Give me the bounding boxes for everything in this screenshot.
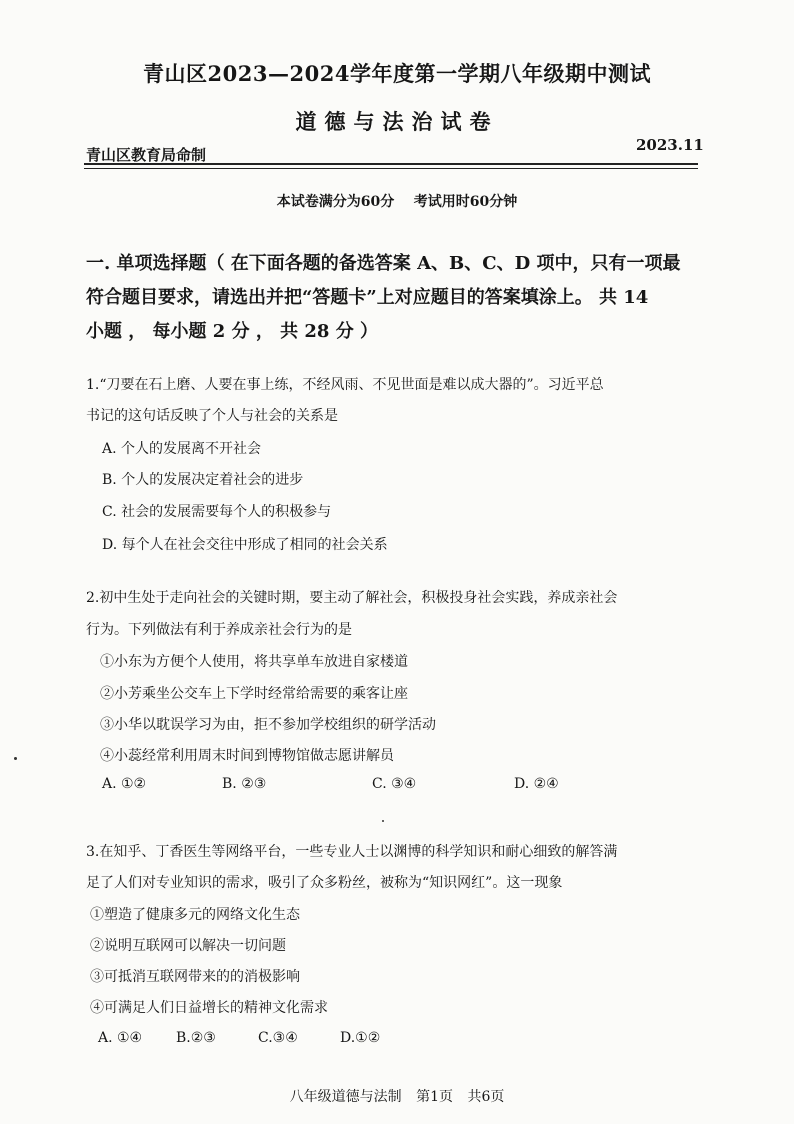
q2-choice-b: B. ②③ <box>222 776 267 792</box>
score-time-info: 本试卷满分为60分 考试用时60分钟 <box>276 194 518 210</box>
exam-title: 青山区2023—2024学年度第一学期八年级期中测试 <box>143 61 651 86</box>
q2-stem-line-2: 行为。下列做法有利于养成亲社会行为的是 <box>86 622 352 638</box>
header-rule-thin <box>84 168 698 169</box>
scan-speck <box>14 757 17 760</box>
q3-stem-line-2: 足了人们对专业知识的需求，吸引了众多粉丝，被称为“知识网红”。这一现象 <box>86 875 563 891</box>
issuer-label: 青山区教育局命制 <box>86 146 207 164</box>
q3-item-1: ①塑造了健康多元的网络文化生态 <box>90 907 300 923</box>
q3-choice-a: A. ①④ <box>98 1030 143 1046</box>
scan-speck <box>382 820 384 822</box>
q3-item-4: ④可满足人们日益增长的精神文化需求 <box>90 1000 328 1016</box>
q1-stem-line-1: 1.“刀要在石上磨、人要在事上练，不经风雨、不见世面是难以成大器的”。习近平总 <box>86 377 604 393</box>
exam-date: 2023.11 <box>636 136 704 154</box>
q2-item-2: ②小芳乘坐公交车上下学时经常给需要的乘客让座 <box>100 686 408 702</box>
section-heading-line-2: 符合题目要求，请选出并把“答题卡”上对应题目的答案填涂上。 共 14 <box>86 287 649 308</box>
q2-choice-d: D. ②④ <box>514 776 559 792</box>
q2-item-1: ①小东为方便个人使用，将共享单车放进自家楼道 <box>100 654 408 670</box>
q1-option-c: C. 社会的发展需要每个人的积极参与 <box>102 504 332 520</box>
exam-subtitle: 道德与法治试卷 <box>295 109 499 134</box>
section-heading-line-3: 小题 ， 每小题 2 分 ， 共 28 分 ） <box>86 321 378 342</box>
q2-choice-a: A. ①② <box>102 776 147 792</box>
q3-choice-d: D.①② <box>340 1030 381 1046</box>
section-heading-line-1: 一. 单项选择题（ 在下面各题的备选答案 A、B、C、D 项中，只有一项最 <box>86 253 681 274</box>
footer-subject: 八年级道德与法制 <box>289 1089 402 1105</box>
q3-item-3: ③可抵消互联网带来的的消极影响 <box>90 969 300 985</box>
q1-option-a: A. 个人的发展离不开社会 <box>102 441 262 457</box>
q3-choice-b: B.②③ <box>176 1030 216 1046</box>
footer-page-total: 共6页 <box>467 1089 505 1105</box>
q1-option-b: B. 个人的发展决定着社会的进步 <box>102 472 304 488</box>
q3-choice-c: C.③④ <box>258 1030 298 1046</box>
q2-item-3: ③小华以耽误学习为由，拒不参加学校组织的研学活动 <box>100 717 436 733</box>
footer-page-number: 第1页 <box>416 1089 453 1105</box>
q1-stem-line-2: 书记的这句话反映了个人与社会的关系是 <box>86 408 338 424</box>
header-rule-thick <box>84 163 698 165</box>
q2-item-4: ④小蕊经常利用周末时间到博物馆做志愿讲解员 <box>100 748 394 764</box>
q2-choice-c: C. ③④ <box>372 776 417 792</box>
q3-stem-line-1: 3.在知乎、丁香医生等网络平台，一些专业人士以渊博的科学知识和耐心细致的解答满 <box>86 844 618 860</box>
q2-stem-line-1: 2.初中生处于走向社会的关键时期，要主动了解社会，积极投身社会实践，养成亲社会 <box>86 590 618 606</box>
page-footer <box>0 1086 794 1106</box>
q3-item-2: ②说明互联网可以解决一切问题 <box>90 938 286 954</box>
q1-option-d: D. 每个人在社会交往中形成了相同的社会关系 <box>102 537 388 553</box>
